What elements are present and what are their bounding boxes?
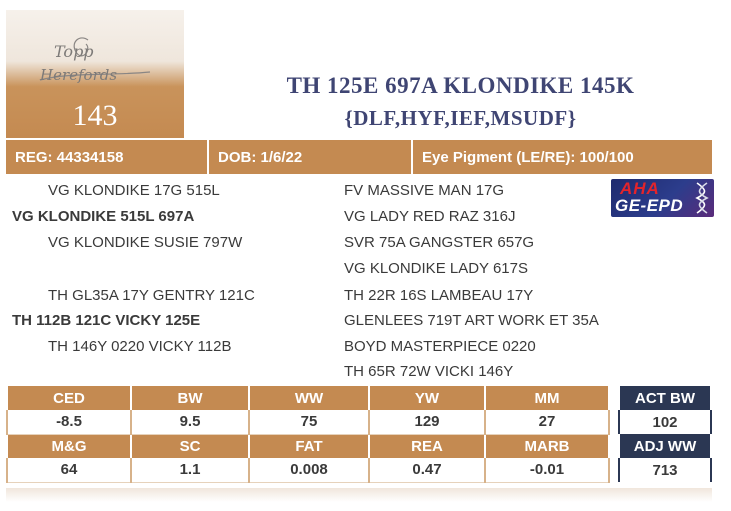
epd-value-ced: -8.5 bbox=[7, 410, 131, 434]
pedigree-sire: VG KLONDIKE 515L 697A bbox=[12, 208, 195, 225]
logo-line1: Topp bbox=[54, 42, 94, 61]
epd-header-mg: M&G bbox=[7, 434, 131, 458]
animal-name: TH 125E 697A KLONDIKE 145K bbox=[286, 73, 635, 98]
info-bar bbox=[6, 140, 712, 174]
pedigree-grand-7: BOYD MASTERPIECE 0220 bbox=[344, 338, 536, 355]
pedigree-dam-sire: TH GL35A 17Y GENTRY 121C bbox=[48, 287, 255, 304]
logo-line2: Herefords bbox=[40, 66, 118, 84]
pedigree-grand-5: TH 22R 16S LAMBEAU 17Y bbox=[344, 287, 534, 304]
epd-header-ww: WW bbox=[249, 386, 369, 410]
epd-value-bw: 9.5 bbox=[131, 410, 249, 434]
epd-value-mm: 27 bbox=[485, 410, 609, 434]
pedigree-grand-1: FV MASSIVE MAN 17G bbox=[344, 182, 505, 199]
pedigree-sire-dam: VG KLONDIKE SUSIE 797W bbox=[48, 234, 243, 251]
pedigree-grand-4: VG KLONDIKE LADY 617S bbox=[344, 260, 528, 277]
epd-value-marb: -0.01 bbox=[485, 458, 609, 482]
pedigree-sire-sire: VG KLONDIKE 17G 515L bbox=[48, 182, 220, 199]
badge-bottom-text: GE-EPD bbox=[615, 196, 684, 215]
epd-header-yw: YW bbox=[369, 386, 485, 410]
epd-value-ww: 75 bbox=[249, 410, 369, 434]
registration-number: REG: 44334158 bbox=[15, 148, 124, 166]
pedigree-grand-8: TH 65R 72W VICKI 146Y bbox=[344, 363, 514, 380]
epd-header-row-2 bbox=[7, 434, 609, 458]
epd-value-row-2 bbox=[7, 458, 609, 482]
epd-value-mg: 64 bbox=[7, 458, 131, 482]
epd-header-ced: CED bbox=[7, 386, 131, 410]
pedigree-dam-dam: TH 146Y 0220 VICKY 112B bbox=[48, 338, 232, 355]
epd-header-mm: MM bbox=[485, 386, 609, 410]
badge-top-text: AHA bbox=[620, 179, 660, 198]
epd-header-bw: BW bbox=[131, 386, 249, 410]
epd-header-rea: REA bbox=[369, 434, 485, 458]
adj-ww-value: 713 bbox=[619, 458, 711, 482]
epd-value-sc: 1.1 bbox=[131, 458, 249, 482]
epd-value-yw: 129 bbox=[369, 410, 485, 434]
epd-header-fat: FAT bbox=[249, 434, 369, 458]
epd-header-row-1 bbox=[7, 386, 609, 410]
act-bw-value: 102 bbox=[619, 410, 711, 434]
bottom-shadow-band bbox=[6, 488, 712, 502]
animal-tests: {DLF,HYF,IEF,MSUDF} bbox=[344, 106, 577, 130]
dna-helix-icon bbox=[694, 181, 710, 215]
epd-value-row-1 bbox=[7, 410, 609, 434]
date-of-birth: DOB: 1/6/22 bbox=[207, 140, 411, 174]
aha-ge-epd-badge bbox=[611, 179, 714, 217]
epd-header-sc: SC bbox=[131, 434, 249, 458]
eye-pigment: Eye Pigment (LE/RE): 100/100 bbox=[411, 140, 712, 174]
epd-header-marb: MARB bbox=[485, 434, 609, 458]
epd-table bbox=[6, 386, 610, 483]
adj-ww-label: ADJ WW bbox=[619, 434, 711, 458]
actuals-table bbox=[618, 386, 712, 482]
lot-block bbox=[6, 10, 184, 138]
pedigree-grand-3: SVR 75A GANGSTER 657G bbox=[344, 234, 535, 251]
epd-value-rea: 0.47 bbox=[369, 458, 485, 482]
pedigree-grand-2: VG LADY RED RAZ 316J bbox=[344, 208, 516, 225]
epd-value-fat: 0.008 bbox=[249, 458, 369, 482]
act-bw-label: ACT BW bbox=[619, 386, 711, 410]
pedigree-dam: TH 112B 121C VICKY 125E bbox=[12, 312, 201, 329]
pedigree-grand-6: GLENLEES 719T ART WORK ET 35A bbox=[344, 312, 599, 329]
lot-number: 143 bbox=[72, 99, 118, 132]
